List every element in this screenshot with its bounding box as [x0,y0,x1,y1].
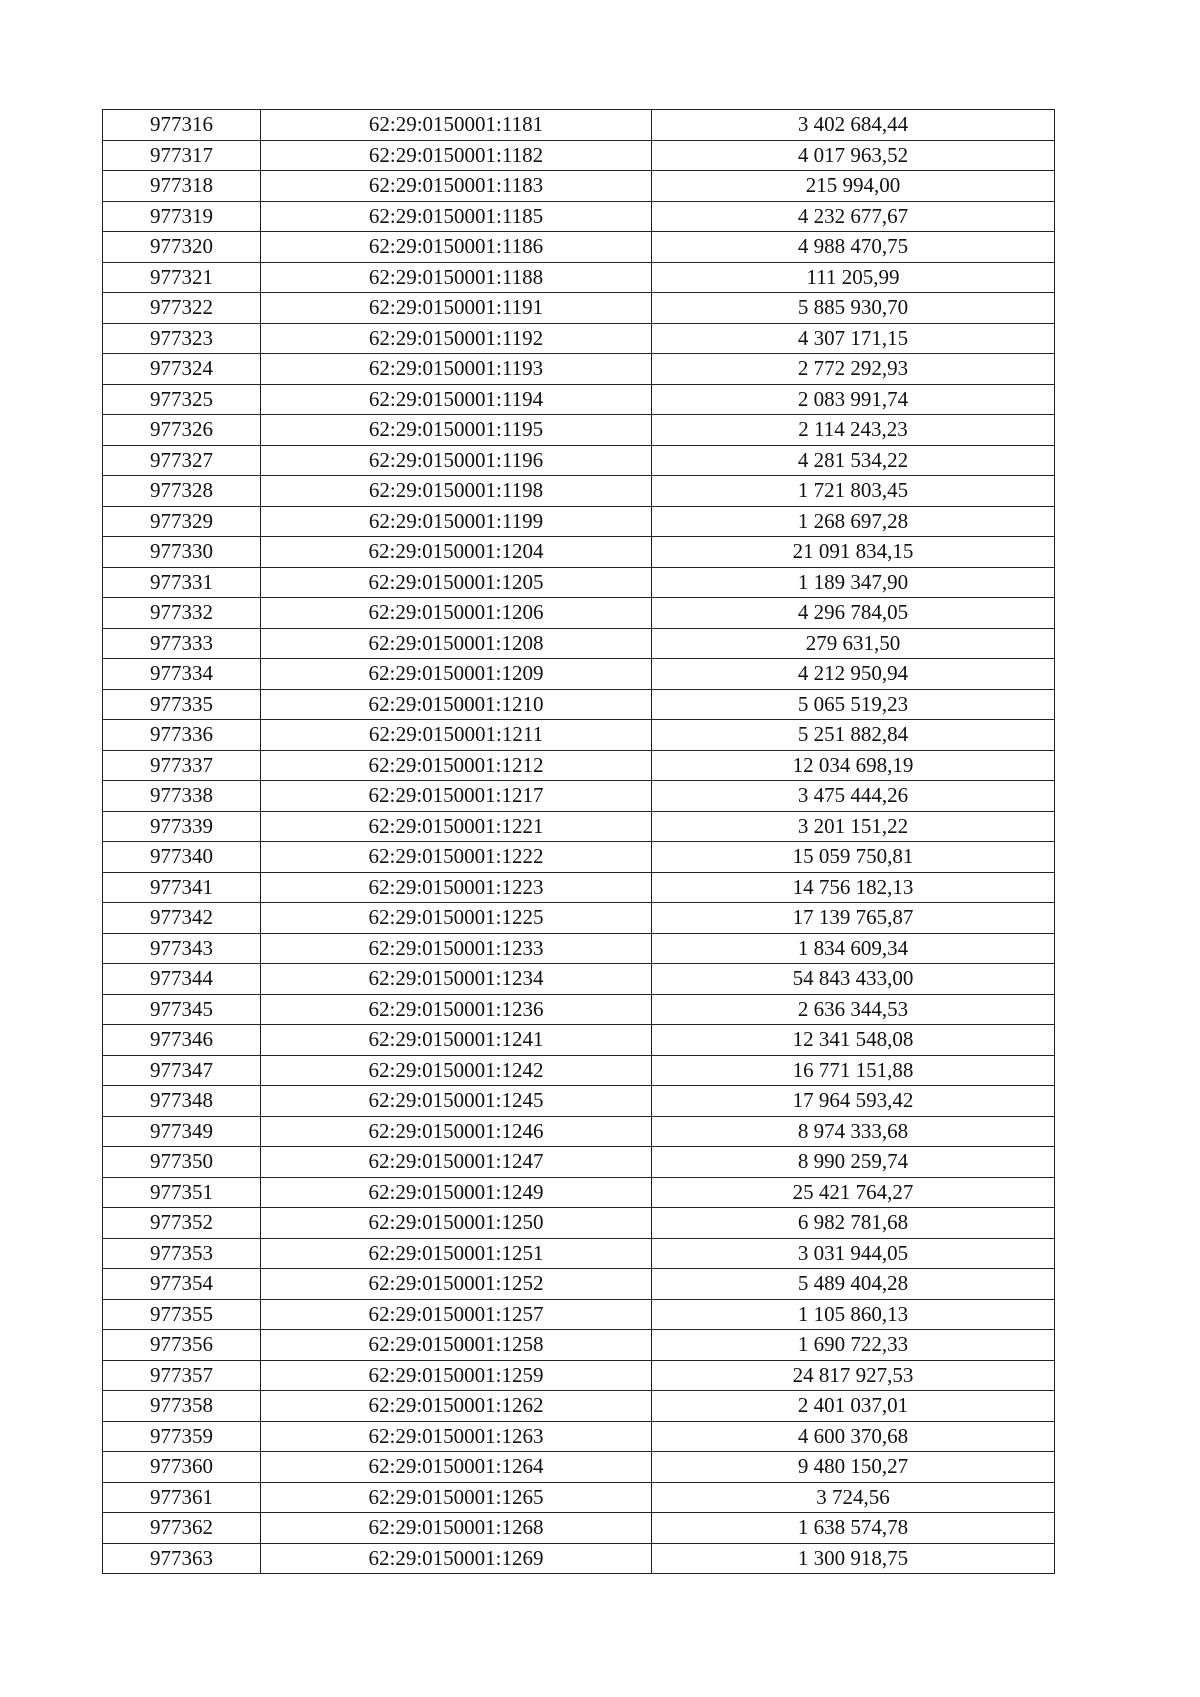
table-row [103,842,1055,873]
cadastral-number-cell: 62:29:0150001:1269 [261,1543,652,1574]
cadastral-number-cell: 62:29:0150001:1221 [261,811,652,842]
row-number-cell: 977322 [103,293,261,324]
table-row [103,811,1055,842]
row-number-cell: 977319 [103,201,261,232]
value-cell: 15 059 750,81 [652,842,1055,873]
cadastral-number-cell: 62:29:0150001:1258 [261,1330,652,1361]
table-row [103,1452,1055,1483]
value-cell: 24 817 927,53 [652,1360,1055,1391]
table-row [103,293,1055,324]
value-cell: 5 251 882,84 [652,720,1055,751]
row-number-cell: 977336 [103,720,261,751]
cadastral-number-cell: 62:29:0150001:1182 [261,140,652,171]
value-cell: 8 974 333,68 [652,1116,1055,1147]
table-row [103,567,1055,598]
value-cell: 3 475 444,26 [652,781,1055,812]
cadastral-number-cell: 62:29:0150001:1264 [261,1452,652,1483]
table-row [103,1269,1055,1300]
table-row [103,537,1055,568]
value-cell: 2 636 344,53 [652,994,1055,1025]
value-cell: 12 034 698,19 [652,750,1055,781]
value-cell: 1 721 803,45 [652,476,1055,507]
table-row [103,1360,1055,1391]
row-number-cell: 977356 [103,1330,261,1361]
value-cell: 3 402 684,44 [652,110,1055,141]
cadastral-number-cell: 62:29:0150001:1209 [261,659,652,690]
row-number-cell: 977363 [103,1543,261,1574]
row-number-cell: 977339 [103,811,261,842]
value-cell: 4 212 950,94 [652,659,1055,690]
table-row [103,171,1055,202]
table-row [103,598,1055,629]
cadastral-number-cell: 62:29:0150001:1183 [261,171,652,202]
value-cell: 14 756 182,13 [652,872,1055,903]
table-row [103,1025,1055,1056]
table-row [103,262,1055,293]
row-number-cell: 977359 [103,1421,261,1452]
value-cell: 3 031 944,05 [652,1238,1055,1269]
table-row [103,964,1055,995]
value-cell: 4 281 534,22 [652,445,1055,476]
cadastral-number-cell: 62:29:0150001:1257 [261,1299,652,1330]
cadastral-number-cell: 62:29:0150001:1208 [261,628,652,659]
table-row [103,1543,1055,1574]
value-cell: 111 205,99 [652,262,1055,293]
cadastral-number-cell: 62:29:0150001:1236 [261,994,652,1025]
table-row [103,1513,1055,1544]
table-row [103,750,1055,781]
cadastral-number-cell: 62:29:0150001:1223 [261,872,652,903]
row-number-cell: 977355 [103,1299,261,1330]
value-cell: 3 201 151,22 [652,811,1055,842]
cadastral-number-cell: 62:29:0150001:1251 [261,1238,652,1269]
row-number-cell: 977328 [103,476,261,507]
cadastral-number-cell: 62:29:0150001:1250 [261,1208,652,1239]
row-number-cell: 977344 [103,964,261,995]
table-row [103,933,1055,964]
value-cell: 5 885 930,70 [652,293,1055,324]
value-cell: 4 988 470,75 [652,232,1055,263]
value-cell: 12 341 548,08 [652,1025,1055,1056]
table-row [103,628,1055,659]
table-row [103,1238,1055,1269]
cadastral-number-cell: 62:29:0150001:1195 [261,415,652,446]
row-number-cell: 977324 [103,354,261,385]
cadastral-number-cell: 62:29:0150001:1206 [261,598,652,629]
value-cell: 16 771 151,88 [652,1055,1055,1086]
table-row [103,872,1055,903]
row-number-cell: 977331 [103,567,261,598]
row-number-cell: 977321 [103,262,261,293]
row-number-cell: 977326 [103,415,261,446]
row-number-cell: 977330 [103,537,261,568]
table-row [103,1421,1055,1452]
cadastral-number-cell: 62:29:0150001:1181 [261,110,652,141]
table-row [103,201,1055,232]
value-cell: 1 690 722,33 [652,1330,1055,1361]
table-row [103,1391,1055,1422]
row-number-cell: 977316 [103,110,261,141]
table-row [103,1147,1055,1178]
value-cell: 6 982 781,68 [652,1208,1055,1239]
row-number-cell: 977334 [103,659,261,690]
table-row [103,384,1055,415]
table-row [103,689,1055,720]
value-cell: 2 114 243,23 [652,415,1055,446]
value-cell: 21 091 834,15 [652,537,1055,568]
cadastral-number-cell: 62:29:0150001:1246 [261,1116,652,1147]
row-number-cell: 977340 [103,842,261,873]
row-number-cell: 977357 [103,1360,261,1391]
row-number-cell: 977342 [103,903,261,934]
cadastral-number-cell: 62:29:0150001:1194 [261,384,652,415]
value-cell: 1 834 609,34 [652,933,1055,964]
cadastral-number-cell: 62:29:0150001:1193 [261,354,652,385]
value-cell: 3 724,56 [652,1482,1055,1513]
table-row [103,1208,1055,1239]
row-number-cell: 977349 [103,1116,261,1147]
cadastral-number-cell: 62:29:0150001:1242 [261,1055,652,1086]
table-row [103,140,1055,171]
table-row [103,659,1055,690]
row-number-cell: 977327 [103,445,261,476]
table-row [103,476,1055,507]
cadastral-number-cell: 62:29:0150001:1188 [261,262,652,293]
value-cell: 2 083 991,74 [652,384,1055,415]
row-number-cell: 977337 [103,750,261,781]
value-cell: 17 139 765,87 [652,903,1055,934]
value-cell: 54 843 433,00 [652,964,1055,995]
row-number-cell: 977360 [103,1452,261,1483]
row-number-cell: 977352 [103,1208,261,1239]
cadastral-number-cell: 62:29:0150001:1204 [261,537,652,568]
value-cell: 4 600 370,68 [652,1421,1055,1452]
table-row [103,1177,1055,1208]
table-row [103,1086,1055,1117]
row-number-cell: 977348 [103,1086,261,1117]
cadastral-number-cell: 62:29:0150001:1241 [261,1025,652,1056]
table-row [103,720,1055,751]
table-row [103,354,1055,385]
cadastral-number-cell: 62:29:0150001:1212 [261,750,652,781]
row-number-cell: 977318 [103,171,261,202]
row-number-cell: 977317 [103,140,261,171]
value-cell: 2 772 292,93 [652,354,1055,385]
row-number-cell: 977329 [103,506,261,537]
row-number-cell: 977361 [103,1482,261,1513]
row-number-cell: 977338 [103,781,261,812]
table-row [103,781,1055,812]
cadastral-number-cell: 62:29:0150001:1249 [261,1177,652,1208]
row-number-cell: 977351 [103,1177,261,1208]
cadastral-number-cell: 62:29:0150001:1205 [261,567,652,598]
cadastral-number-cell: 62:29:0150001:1198 [261,476,652,507]
cadastral-number-cell: 62:29:0150001:1210 [261,689,652,720]
value-cell: 5 489 404,28 [652,1269,1055,1300]
row-number-cell: 977354 [103,1269,261,1300]
table-row [103,1482,1055,1513]
value-cell: 8 990 259,74 [652,1147,1055,1178]
row-number-cell: 977358 [103,1391,261,1422]
cadastral-number-cell: 62:29:0150001:1185 [261,201,652,232]
value-cell: 4 307 171,15 [652,323,1055,354]
table-row [103,1330,1055,1361]
row-number-cell: 977350 [103,1147,261,1178]
table-row [103,445,1055,476]
table-row [103,903,1055,934]
cadastral-number-cell: 62:29:0150001:1252 [261,1269,652,1300]
cadastral-number-cell: 62:29:0150001:1234 [261,964,652,995]
cadastral-number-cell: 62:29:0150001:1233 [261,933,652,964]
value-cell: 9 480 150,27 [652,1452,1055,1483]
cadastral-number-cell: 62:29:0150001:1186 [261,232,652,263]
cadastral-number-cell: 62:29:0150001:1263 [261,1421,652,1452]
cadastral-number-cell: 62:29:0150001:1265 [261,1482,652,1513]
row-number-cell: 977345 [103,994,261,1025]
value-cell: 1 300 918,75 [652,1543,1055,1574]
value-cell: 1 638 574,78 [652,1513,1055,1544]
row-number-cell: 977347 [103,1055,261,1086]
cadastral-number-cell: 62:29:0150001:1245 [261,1086,652,1117]
cadastral-number-cell: 62:29:0150001:1196 [261,445,652,476]
cadastral-number-cell: 62:29:0150001:1199 [261,506,652,537]
table-row [103,1299,1055,1330]
cadastral-number-cell: 62:29:0150001:1225 [261,903,652,934]
table-row [103,323,1055,354]
row-number-cell: 977362 [103,1513,261,1544]
row-number-cell: 977333 [103,628,261,659]
row-number-cell: 977353 [103,1238,261,1269]
value-cell: 4 232 677,67 [652,201,1055,232]
cadastral-number-cell: 62:29:0150001:1247 [261,1147,652,1178]
cadastral-number-cell: 62:29:0150001:1222 [261,842,652,873]
row-number-cell: 977320 [103,232,261,263]
cadastral-number-cell: 62:29:0150001:1262 [261,1391,652,1422]
value-cell: 25 421 764,27 [652,1177,1055,1208]
row-number-cell: 977335 [103,689,261,720]
value-cell: 1 268 697,28 [652,506,1055,537]
cadastral-number-cell: 62:29:0150001:1217 [261,781,652,812]
value-cell: 17 964 593,42 [652,1086,1055,1117]
cadastral-number-cell: 62:29:0150001:1211 [261,720,652,751]
value-cell: 279 631,50 [652,628,1055,659]
table-row [103,415,1055,446]
table-row [103,232,1055,263]
value-cell: 1 105 860,13 [652,1299,1055,1330]
value-cell: 2 401 037,01 [652,1391,1055,1422]
value-cell: 5 065 519,23 [652,689,1055,720]
value-cell: 4 017 963,52 [652,140,1055,171]
table-row [103,110,1055,141]
row-number-cell: 977323 [103,323,261,354]
cadastral-number-cell: 62:29:0150001:1192 [261,323,652,354]
table-row [103,1116,1055,1147]
value-cell: 1 189 347,90 [652,567,1055,598]
row-number-cell: 977346 [103,1025,261,1056]
row-number-cell: 977332 [103,598,261,629]
value-cell: 215 994,00 [652,171,1055,202]
cadastral-number-cell: 62:29:0150001:1259 [261,1360,652,1391]
row-number-cell: 977325 [103,384,261,415]
row-number-cell: 977341 [103,872,261,903]
table-row [103,1055,1055,1086]
table-row [103,994,1055,1025]
table-row [103,506,1055,537]
row-number-cell: 977343 [103,933,261,964]
cadastral-number-cell: 62:29:0150001:1191 [261,293,652,324]
registry-table [102,109,1055,1574]
cadastral-number-cell: 62:29:0150001:1268 [261,1513,652,1544]
registry-table-body [103,110,1055,1574]
value-cell: 4 296 784,05 [652,598,1055,629]
